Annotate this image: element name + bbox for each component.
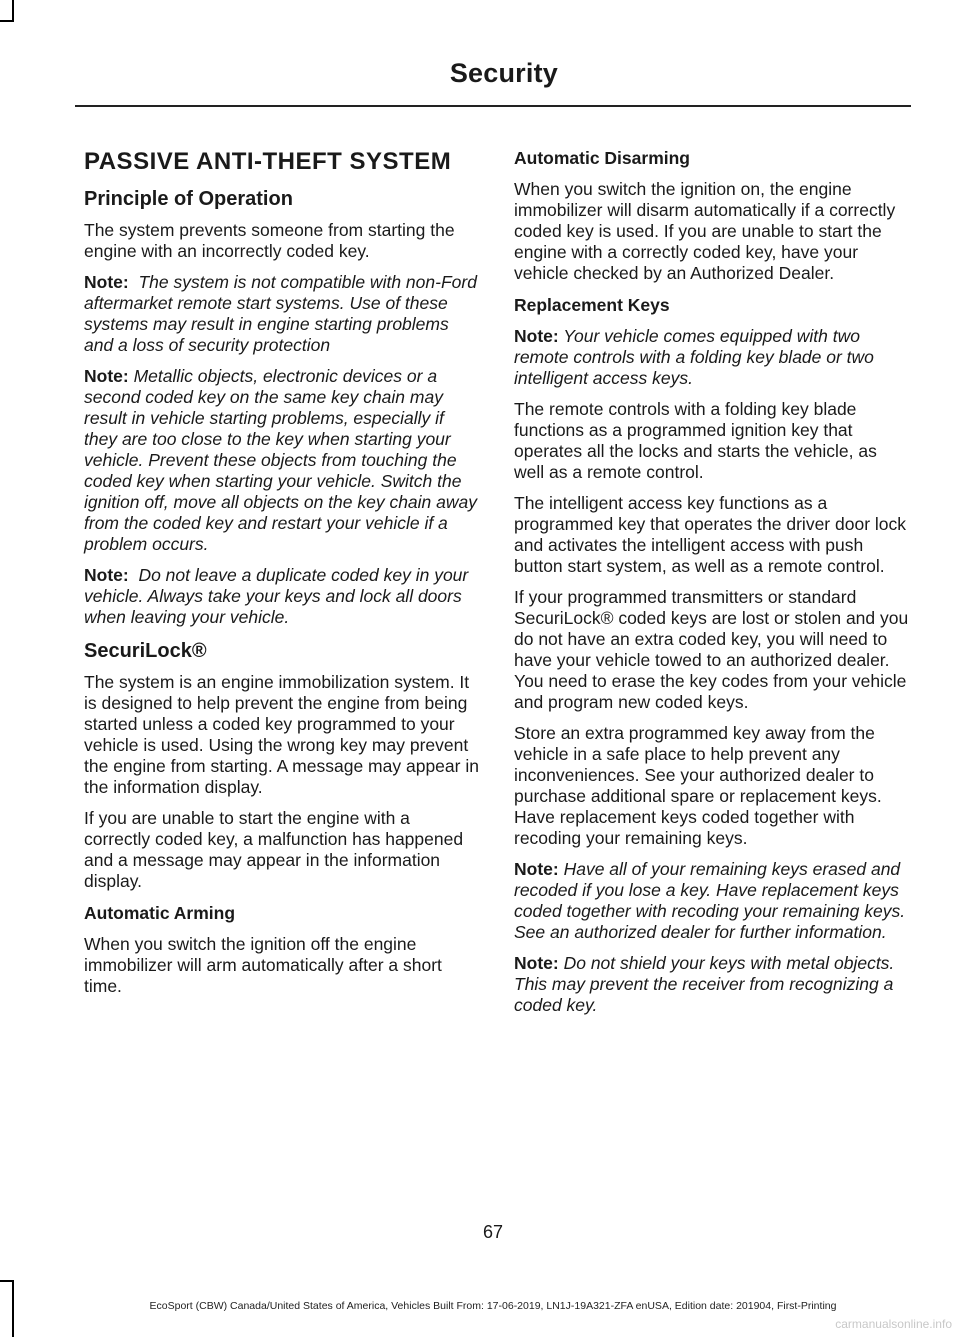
crop-mark-bottom-left-h: [0, 1280, 14, 1282]
note-text: Have all of your remaining keys erased and recoded if you lose a key. Have replacement keys coded together with recoding your remaining keys. See an authorized dealer for further information.: [514, 859, 906, 942]
note-label: Note:: [84, 366, 129, 386]
note-label: Note:: [514, 326, 559, 346]
replacement-keys-heading: Replacement Keys: [514, 295, 670, 315]
section-heading: PASSIVE ANTI-THEFT SYSTEM: [84, 148, 452, 175]
arming-text: When you switch the ignition off the engine immobilizer will arm automatically after a short time.: [84, 934, 442, 996]
note-text: Metallic objects, electronic devices or a second coded key on the same key chain may result in vehicle starting problems, especially if they are too close to the key when starting your vehicle. Prevent these objects from touching the coded key when starting your vehicle. Switch the ignition off, move all objects on the key chain away from the coded key and restart your vehicle if a problem occurs.: [84, 366, 477, 554]
securilock-paragraph: The system is an engine immobilization system. It is designed to help prevent the engine from being started unless a coded key programmed to your vehicle is used. Using the wrong key may prevent the engine from starting. A message may appear in the information display.: [84, 672, 479, 797]
body-paragraph: The intelligent access key functions as a programmed key that operates the driver door lock and activates the intelligent access with push button start system, as well as a remote control.: [514, 493, 906, 576]
note-text: Do not leave a duplicate coded key in your vehicle. Always take your keys and lock all doors when leaving your vehicle.: [84, 565, 469, 627]
note-label: Note:: [514, 859, 559, 879]
header-rule: [75, 105, 911, 107]
principle-heading: Principle of Operation: [84, 188, 293, 210]
crop-mark-top-left-v: [12, 0, 14, 22]
principle-text: The system prevents someone from starting the engine with an incorrectly coded key.: [84, 220, 455, 261]
note-paragraph: [84, 272, 479, 356]
body-paragraph: The remote controls with a folding key blade functions as a programmed ignition key that operates all the locks and starts the vehicle, as well as a remote control.: [514, 399, 877, 482]
crop-mark-top-left-h: [0, 20, 14, 22]
page-header-title: Security: [449, 58, 558, 88]
watermark: carmanualsonline.info: [835, 1317, 952, 1331]
note-paragraph: [514, 326, 909, 389]
note-text: The system is not compatible with non-Ford aftermarket remote start systems. Use of these systems may result in engine starting problems and a loss of security protection: [84, 272, 477, 355]
securilock-heading: SecuriLock®: [84, 640, 207, 662]
note-label: Note:: [84, 565, 129, 585]
note-paragraph: [514, 953, 909, 1016]
note-paragraph: [84, 366, 479, 555]
note-label: Note:: [84, 272, 129, 292]
note-paragraph: [84, 565, 479, 628]
body-paragraph: Store an extra programmed key away from the vehicle in a safe place to help prevent any inconveniences. See your authorized dealer to purchase additional spare or replacement keys. Have replacement keys coded together with recoding your remaining keys.: [514, 723, 882, 848]
right-column: [514, 147, 909, 1026]
page-footer: EcoSport (CBW) Canada/United States of America, Vehicles Built From: 17-06-2019, LN1J-19A321-ZFA enUSA, Edition date: 201904, First-Printing: [149, 1300, 837, 1312]
disarming-heading: Automatic Disarming: [514, 148, 690, 168]
securilock-paragraph: If you are unable to start the engine with a correctly coded key, a malfunction has happened and a message may appear in the information display.: [84, 808, 464, 891]
body-paragraph: If your programmed transmitters or standard SecuriLock® coded keys are lost or stolen and you do not have an extra coded key, you will need to have your vehicle towed to an authorized dealer. You need to erase the key codes from your vehicle and program new coded keys.: [514, 587, 909, 712]
note-paragraph: [514, 859, 909, 943]
note-text: Do not shield your keys with metal objects. This may prevent the receiver from recognizing a coded key.: [514, 953, 895, 1015]
note-label: Note:: [514, 953, 559, 973]
arming-heading: Automatic Arming: [84, 903, 236, 923]
disarming-text: When you switch the ignition on, the engine immobilizer will disarm automatically if a correctly coded key is used. If you are unable to start the engine with a correctly coded key, have your vehicle checked by an Authorized Dealer.: [514, 179, 896, 283]
page-number: 67: [482, 1222, 504, 1242]
note-text: Your vehicle comes equipped with two remote controls with a folding key blade or two intelligent access keys.: [514, 326, 874, 388]
left-column: [84, 140, 479, 1007]
